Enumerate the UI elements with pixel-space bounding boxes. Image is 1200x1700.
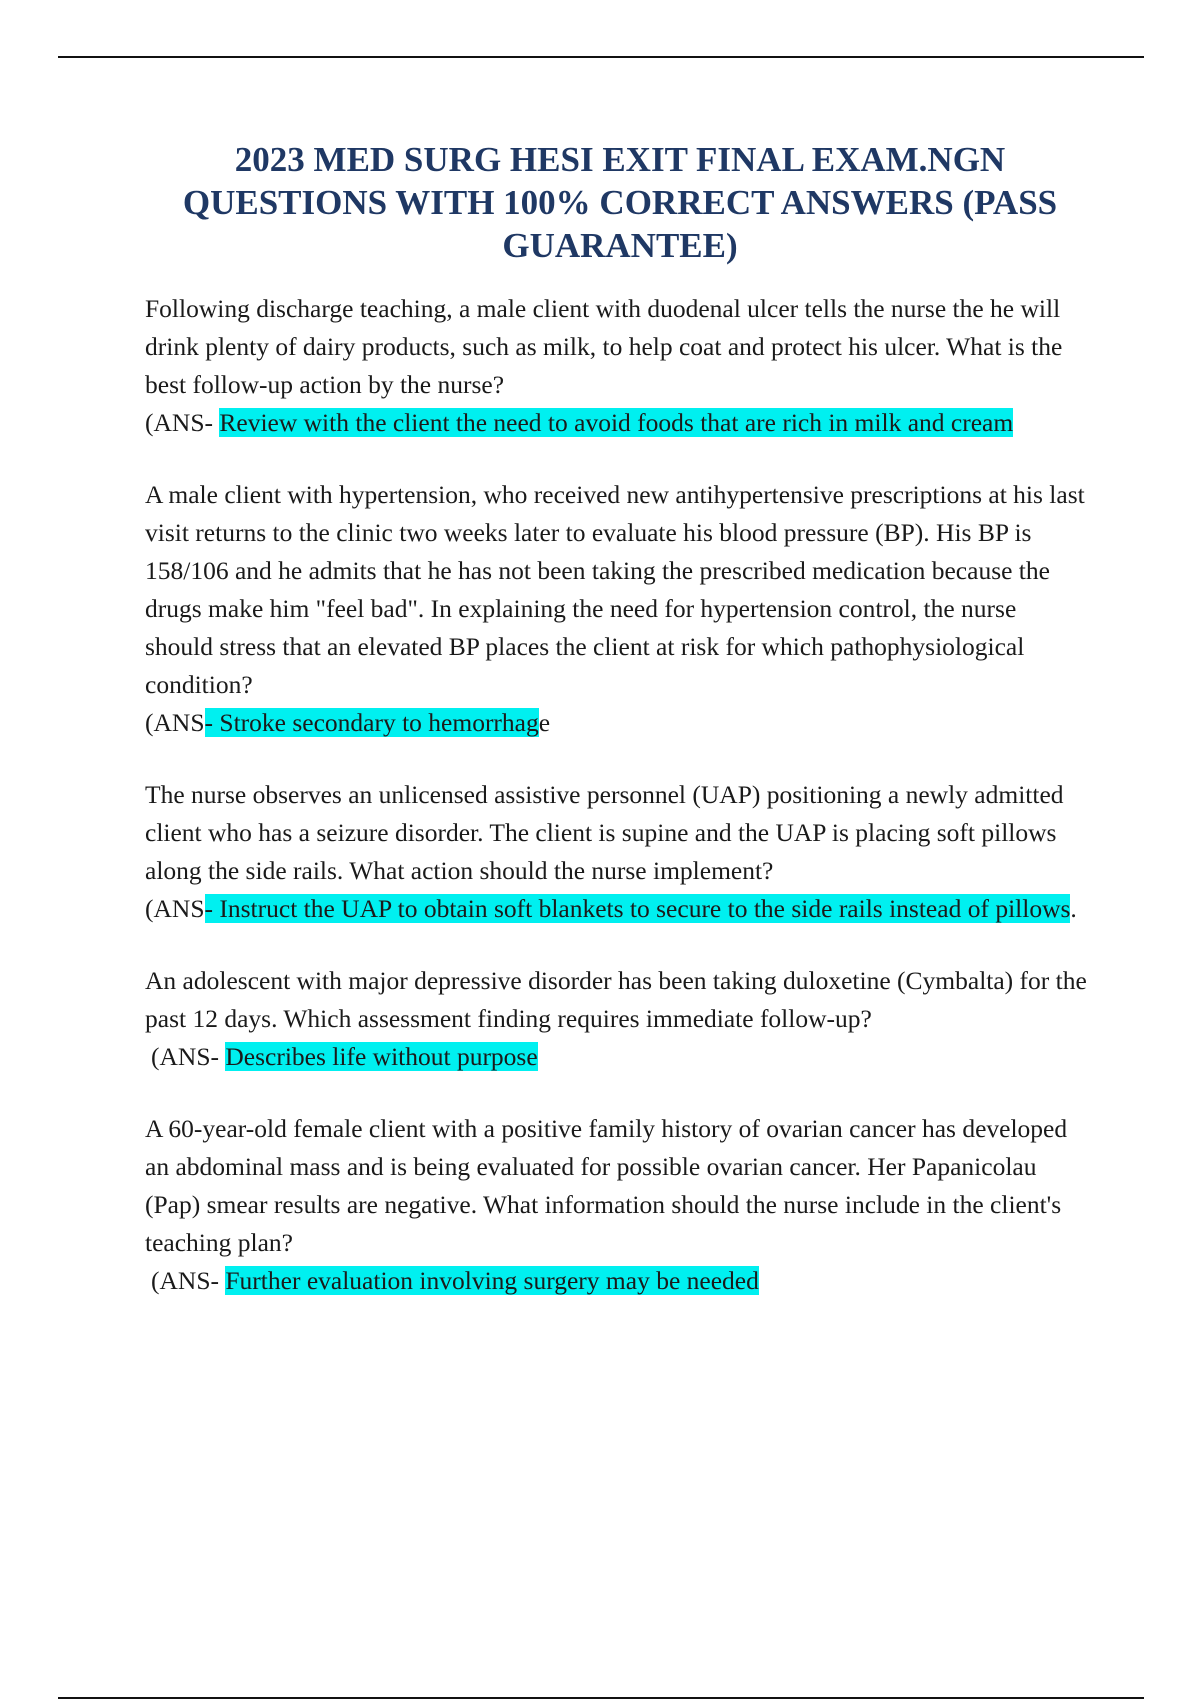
question-text: An adolescent with major depressive disorder has been taking duloxetine (Cymbalta) for the past 12 days. Which assessment finding requires immediate follow-up?	[145, 966, 1087, 1033]
qa-item-2	[145, 476, 1090, 742]
answer-suffix: .	[1070, 894, 1077, 923]
question-text: The nurse observes an unlicensed assistive personnel (UAP) positioning a newly admitted client who has a seizure disorder. The client is supine and the UAP is placing soft pillows along the side rails. What action should the nurse implement?	[145, 780, 1064, 885]
answer-highlight: Review with the client the need to avoid foods that are rich in milk and cream	[219, 408, 1014, 437]
qa-item-4	[145, 962, 1090, 1076]
answer-line	[145, 1038, 1090, 1076]
answer-prefix: (ANS	[145, 894, 205, 923]
answer-highlight: - Instruct the UAP to obtain soft blankets to secure to the side rails instead of pillows	[204, 894, 1071, 923]
answer-highlight: Further evaluation involving surgery may be needed	[225, 1266, 759, 1295]
answer-line	[145, 890, 1090, 928]
qa-item-5	[145, 1110, 1090, 1300]
answer-suffix: e	[538, 708, 551, 737]
answer-highlight: - Stroke secondary to hemorrhag	[204, 708, 539, 737]
qa-list	[145, 290, 1090, 1334]
answer-prefix: (ANS-	[145, 408, 220, 437]
top-rule	[58, 56, 1144, 58]
answer-highlight: Describes life without purpose	[225, 1042, 538, 1071]
answer-line	[145, 404, 1090, 442]
answer-prefix: (ANS-	[151, 1042, 226, 1071]
bottom-rule	[58, 1697, 1144, 1699]
document-title: 2023 MED SURG HESI EXIT FINAL EXAM.NGN QUESTIONS WITH 100% CORRECT ANSWERS (PASS GUARANTEE)	[182, 140, 1058, 265]
answer-line	[145, 1262, 1090, 1300]
answer-line	[145, 704, 1090, 742]
question-text: A 60-year-old female client with a positive family history of ovarian cancer has developed an abdominal mass and is being evaluated for possible ovarian cancer. Her Papanicolau (Pap) smear results are negative. What information should the nurse include in the client's teaching plan?	[145, 1114, 1068, 1257]
answer-prefix: (ANS	[145, 708, 205, 737]
qa-item-1	[145, 290, 1090, 442]
question-text: Following discharge teaching, a male client with duodenal ulcer tells the nurse the he will drink plenty of dairy products, such as milk, to help coat and protect his ulcer. What is the best follow-up action by the nurse?	[145, 294, 1063, 399]
answer-prefix: (ANS-	[151, 1266, 226, 1295]
qa-item-3	[145, 776, 1090, 928]
question-text: A male client with hypertension, who received new antihypertensive prescriptions at his last visit returns to the clinic two weeks later to evaluate his blood pressure (BP). His BP is 158/106 and he admits that he has not been taking the prescribed medication because the drugs make him "feel bad". In explaining the need for hypertension control, the nurse should stress that an elevated BP places the client at risk for which pathophysiological condition?	[145, 480, 1085, 699]
